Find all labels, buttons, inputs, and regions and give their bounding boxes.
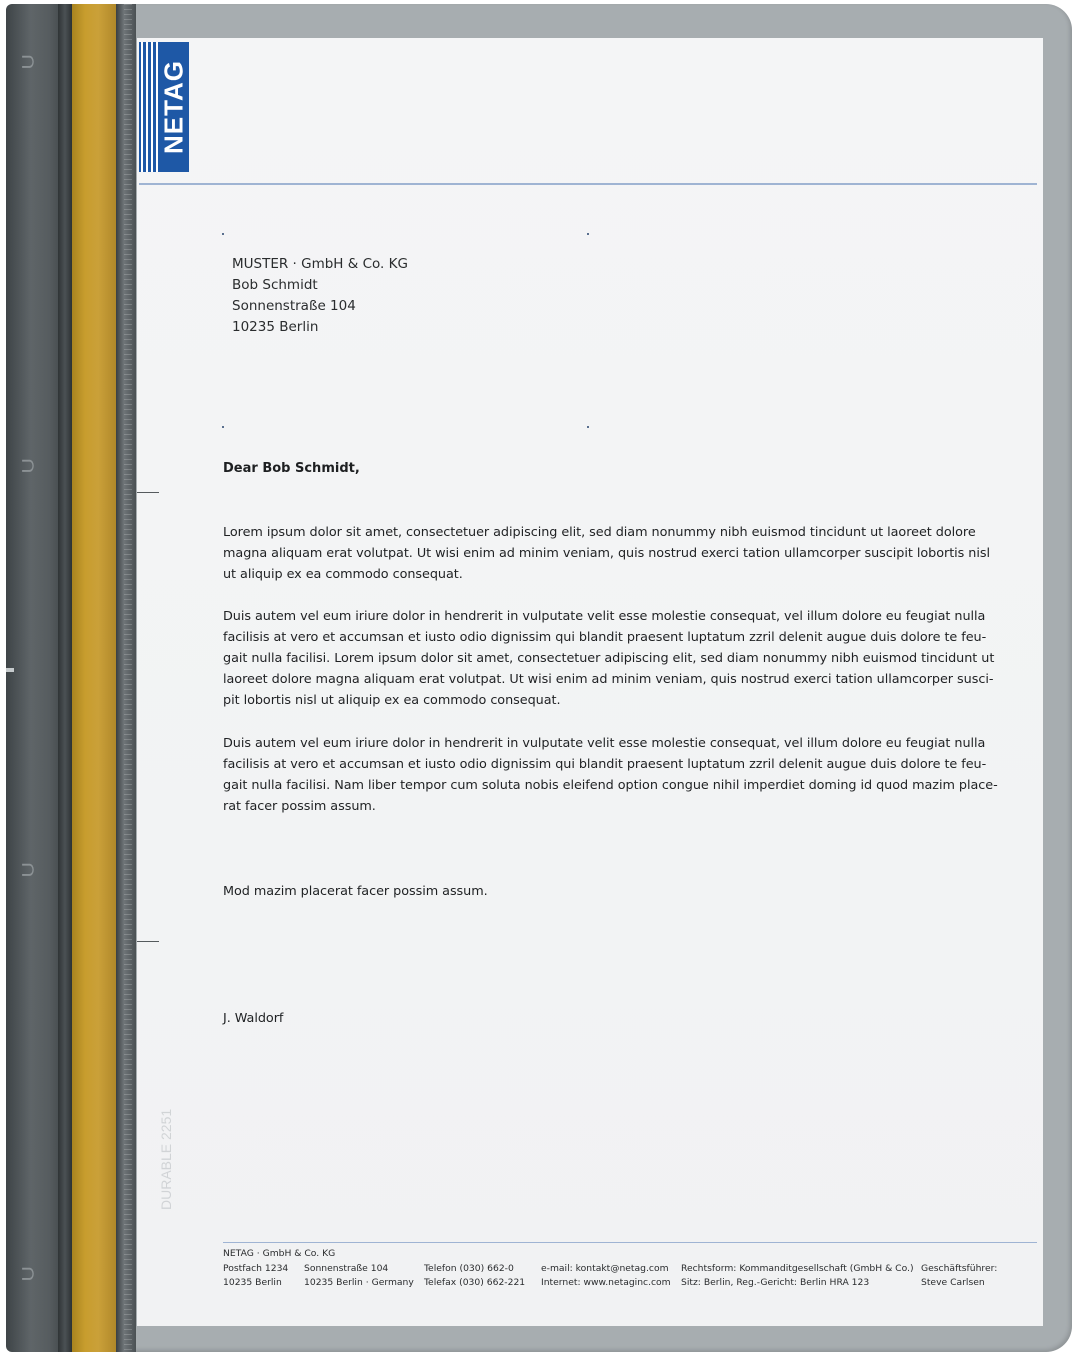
body-line: facilisis at vero et accumsan et iusto odio dignissim qui blandit praesent luptatum zzril delenit augue duis dolore te feu- (223, 630, 987, 645)
footer-postfach-city: 10235 Berlin (223, 1277, 282, 1288)
spine-arrow-icon: ⊃ (20, 451, 36, 481)
body-line: Duis autem vel eum iriure dolor in hendrerit in vulputate velit esse molestie consequat, vel illum dolore eu feugiat nulla (223, 609, 986, 624)
signature: J. Waldorf (223, 1011, 284, 1026)
recipient-city: 10235 Berlin (232, 319, 319, 335)
body-line: facilisis at vero et accumsan et iusto odio dignissim qui blandit praesent luptatum zzril delenit augue duis dolore te feu- (223, 757, 987, 772)
body-line: magna aliquam erat volutpat. Ut wisi enim ad minim veniam, quis nostrud exerci tation ullamcorper suscipit lobortis nisl (223, 546, 990, 561)
window-mark (587, 233, 589, 235)
spine-arrow-icon: ⊃ (20, 855, 36, 885)
body-line: laoreet dolore magna aliquam erat volutpat. Ut wisi enim ad minim veniam, quis nostrud exerci tation ullamcorper susci- (223, 672, 994, 687)
body-line: gait nulla facilisi. Lorem ipsum dolor sit amet, consectetuer adipiscing elit, sed diam nonummy nibh euismod tincidunt ut (223, 651, 995, 666)
body-line: Lorem ipsum dolor sit amet, consectetuer adipiscing elit, sed diam nonummy nibh euismod tincidunt ut laoreet dolore (223, 525, 976, 540)
header-rule (139, 183, 1037, 185)
body-line: pit lobortis nisl ut aliquip ex ea commodo consequat. (223, 693, 561, 708)
closing-line: Mod mazim placerat facer possim assum. (223, 884, 488, 899)
footer-website: Internet: www.netaginc.com (541, 1277, 671, 1288)
footer-street: Sonnenstraße 104 (304, 1263, 389, 1274)
body-line: ut aliquip ex ea commodo consequat. (223, 567, 463, 582)
footer-email: e-mail: kontakt@netag.com (541, 1263, 669, 1274)
footer-manager-name: Steve Carlsen (921, 1277, 985, 1288)
footer-postfach: Postfach 1234 (223, 1263, 289, 1274)
recipient-name: Bob Schmidt (232, 277, 318, 293)
body-line: rat facer possim assum. (223, 799, 376, 814)
footer-rule (223, 1242, 1037, 1243)
footer-legal-form: Rechtsform: Kommanditgesellschaft (GmbH & Co.) (681, 1263, 914, 1274)
footer-phone: Telefon (030) 662-0 (424, 1263, 514, 1274)
fold-mark (137, 941, 159, 942)
body-line: Duis autem vel eum iriure dolor in hendrerit in vulputate velit esse molestie consequat, vel illum dolore eu feugiat nulla (223, 736, 986, 751)
spine-arrow-icon: ⊃ (20, 1259, 36, 1289)
fold-mark (137, 492, 159, 493)
footer-company: NETAG · GmbH & Co. KG (223, 1248, 336, 1259)
footer-street-city: 10235 Berlin · Germany (304, 1277, 414, 1288)
clamp-rail-ticks (124, 4, 132, 1352)
durable-watermark: DURABLE 2251 (158, 1108, 174, 1210)
window-mark (587, 426, 589, 428)
recipient-company: MUSTER · GmbH & Co. KG (232, 256, 408, 272)
spine-ridge (58, 4, 72, 1352)
logo-text: NETAG (158, 59, 189, 155)
recipient-street: Sonnenstraße 104 (232, 298, 356, 314)
footer-registry: Sitz: Berlin, Reg.-Gericht: Berlin HRA 123 (681, 1277, 870, 1288)
logo-stripes (141, 42, 159, 172)
binding-strip (72, 4, 116, 1352)
footer-manager-label: Geschäftsführer: (921, 1263, 998, 1274)
spine-arrow-icon: ⊃ (20, 47, 36, 77)
spine-notch (6, 668, 14, 672)
footer-fax: Telefax (030) 662-221 (424, 1277, 526, 1288)
salutation: Dear Bob Schmidt, (223, 461, 360, 476)
netag-logo (139, 42, 189, 172)
body-line: gait nulla facilisi. Nam liber tempor cum soluta nobis eleifend option congue nihil imperdiet doming id quod mazim place- (223, 778, 998, 793)
window-mark (222, 426, 224, 428)
window-mark (222, 233, 224, 235)
